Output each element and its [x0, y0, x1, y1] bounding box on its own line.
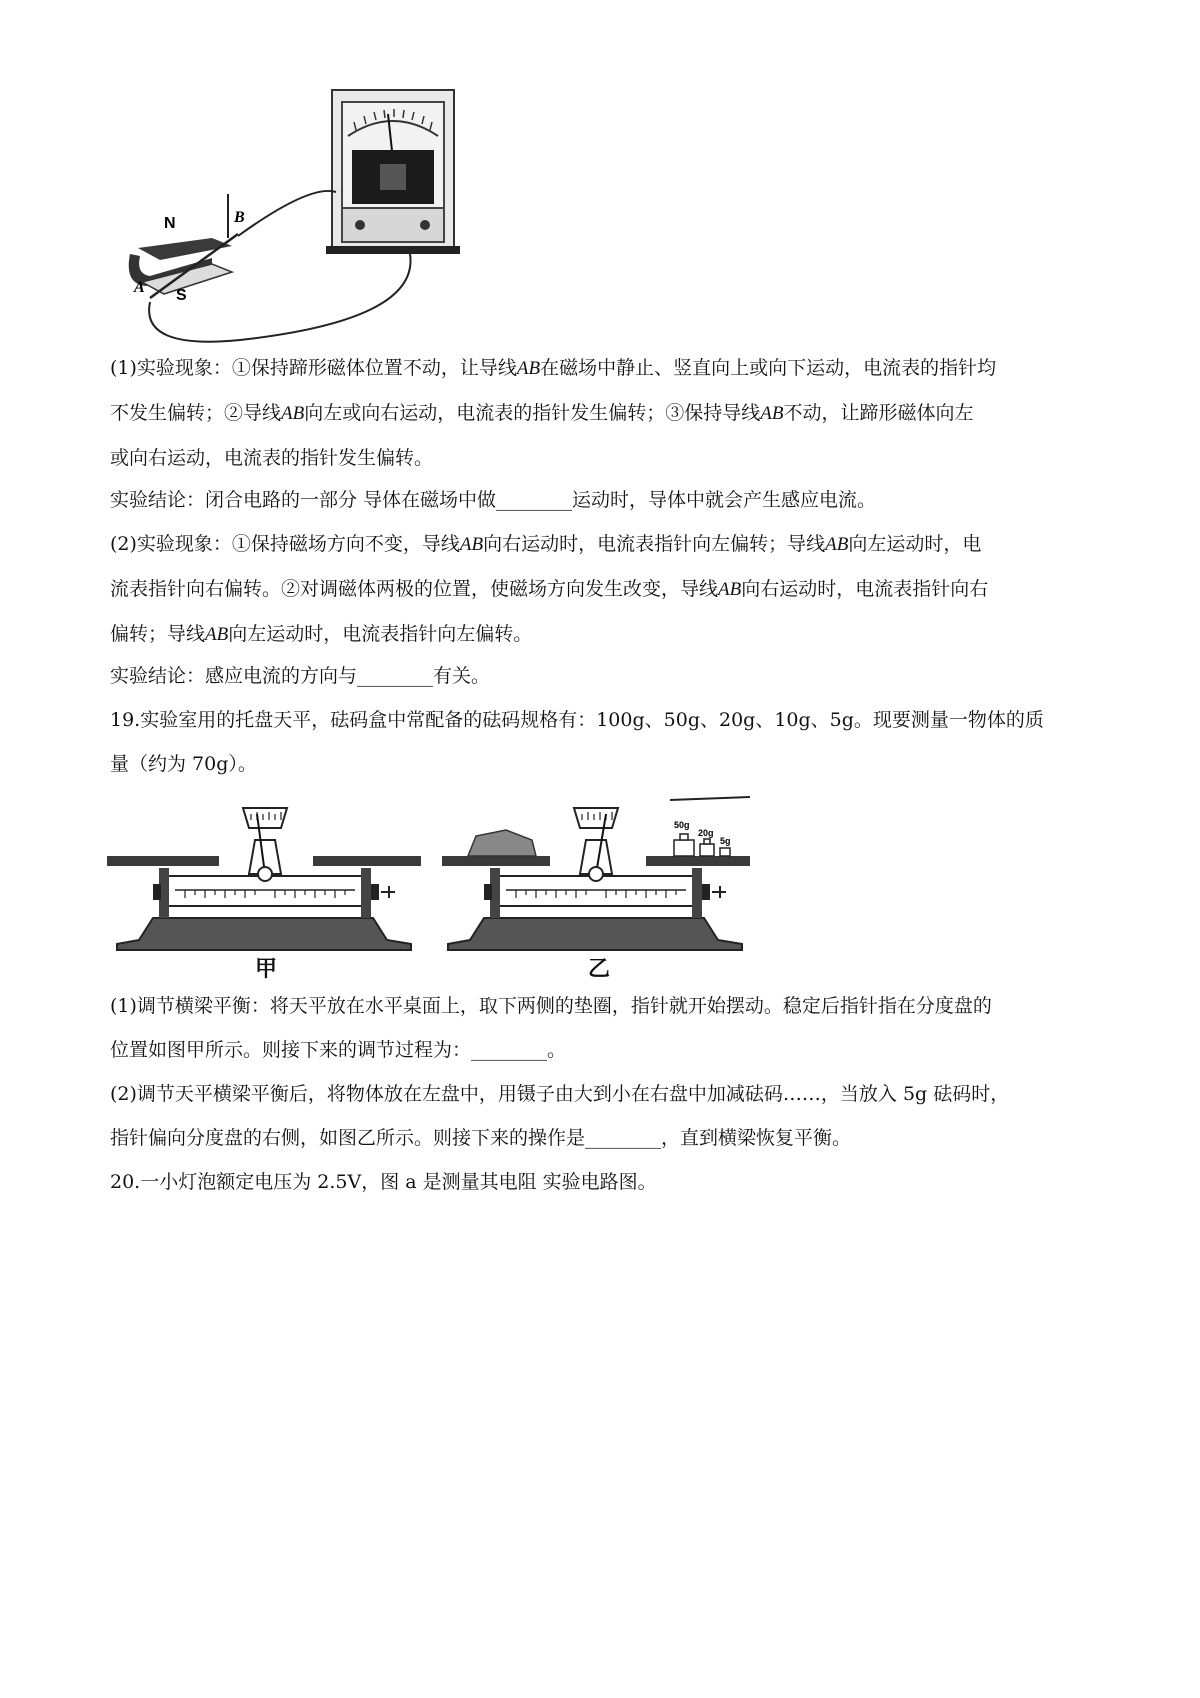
q19-stem-line: 量（约为 70g）。	[110, 753, 257, 775]
q18-p2-text: 流表指针向右偏转。②对调磁体两极的位置，使磁场方向发生改变，导线	[110, 578, 719, 600]
q19-stem	[110, 698, 1100, 786]
q18-p1-ab: AB	[516, 358, 541, 379]
q18-p2-text: (2)实验现象：①保持磁场方向不变，导线	[110, 533, 460, 555]
q18-observation-2	[110, 522, 1100, 657]
q18-p2-text: 向左运动时，电	[848, 533, 982, 555]
weight-20g-label: 20g	[698, 828, 714, 838]
q18-p2-text: 向右运动时，电流表指针向右	[741, 578, 989, 600]
north-pole-label: N	[164, 215, 176, 232]
weight-50g-label: 50g	[674, 820, 690, 830]
q19-p2-line: (2)调节天平横梁平衡后，将物体放在左盘中，用镊子由大到小在右盘中加减砝码……，当放入 5g 砝码时，	[110, 1083, 1010, 1105]
balance-figure-left	[105, 800, 425, 980]
q19-part-1	[110, 984, 1100, 1072]
q18-p1-ab: AB	[760, 403, 784, 424]
q18-p2-ab: AB	[718, 579, 742, 600]
south-pole-label: S	[176, 287, 187, 304]
q18-p1-text: (1)实验现象：①保持蹄形磁体位置不动，让导线	[110, 357, 517, 379]
q20-stem: 20.一小灯泡额定电压为 2.5V，图 a 是测量其电阻 实验电路图。	[110, 1171, 657, 1193]
induction-apparatus-figure	[120, 88, 460, 346]
figure-label-yi: 乙	[588, 956, 611, 982]
q18-p2-text: 偏转；导线	[110, 623, 206, 645]
wire-end-b-label: B	[234, 209, 245, 226]
wire-end-a-label: A	[134, 279, 145, 296]
induction-apparatus-drawing	[120, 88, 460, 346]
weight-5g-label: 5g	[720, 836, 731, 846]
q18-p2-ab: AB	[825, 534, 849, 555]
q18-p2-ab: AB	[205, 624, 229, 645]
q18-p2-text: 向右运动时，电流表指针向左偏转；导线	[483, 533, 826, 555]
q19-p1-line: 位置如图甲所示。则接下来的调节过程为：________。	[110, 1039, 567, 1061]
figure-label-jia: 甲	[255, 956, 278, 982]
q18-conclusion-2: 实验结论：感应电流的方向与________有关。	[110, 665, 491, 687]
q19-p2-line: 指针偏向分度盘的右侧，如图乙所示。则接下来的操作是________，直到横梁恢复平衡。	[110, 1127, 852, 1149]
q18-p1-text: 向左或向右运动，电流表的指针发生偏转；③保持导线	[304, 402, 761, 424]
q18-p2-text: 向左运动时，电流表指针向左偏转。	[228, 623, 533, 645]
balance-figure-right	[442, 796, 752, 980]
q18-p1-text: 在磁场中静止、竖直向上或向下运动，电流表的指针均	[540, 357, 997, 379]
q19-stem-line: 19.实验室用的托盘天平，砝码盒中常配备的砝码规格有：100g、50g、20g、10g、5g。现要测量一物体的质	[110, 709, 1044, 731]
q18-p1-text: 不发生偏转；②导线	[110, 402, 282, 424]
q18-p1-text: 不动，让蹄形磁体向左	[783, 402, 974, 424]
q19-part-2	[110, 1072, 1100, 1160]
q19-p1-line: (1)调节横梁平衡：将天平放在水平桌面上，取下两侧的垫圈，指针就开始摆动。稳定后指针指在分度盘的	[110, 995, 992, 1017]
q18-conclusion-1: 实验结论：闭合电路的一部分 导体在磁场中做________运动时，导体中就会产生感应电流。	[110, 489, 877, 511]
q18-observation-1	[110, 346, 1100, 480]
q18-p1-text: 或向右运动，电流表的指针发生偏转。	[110, 447, 434, 469]
q18-p1-ab: AB	[281, 403, 305, 424]
q18-p2-ab: AB	[459, 534, 484, 555]
